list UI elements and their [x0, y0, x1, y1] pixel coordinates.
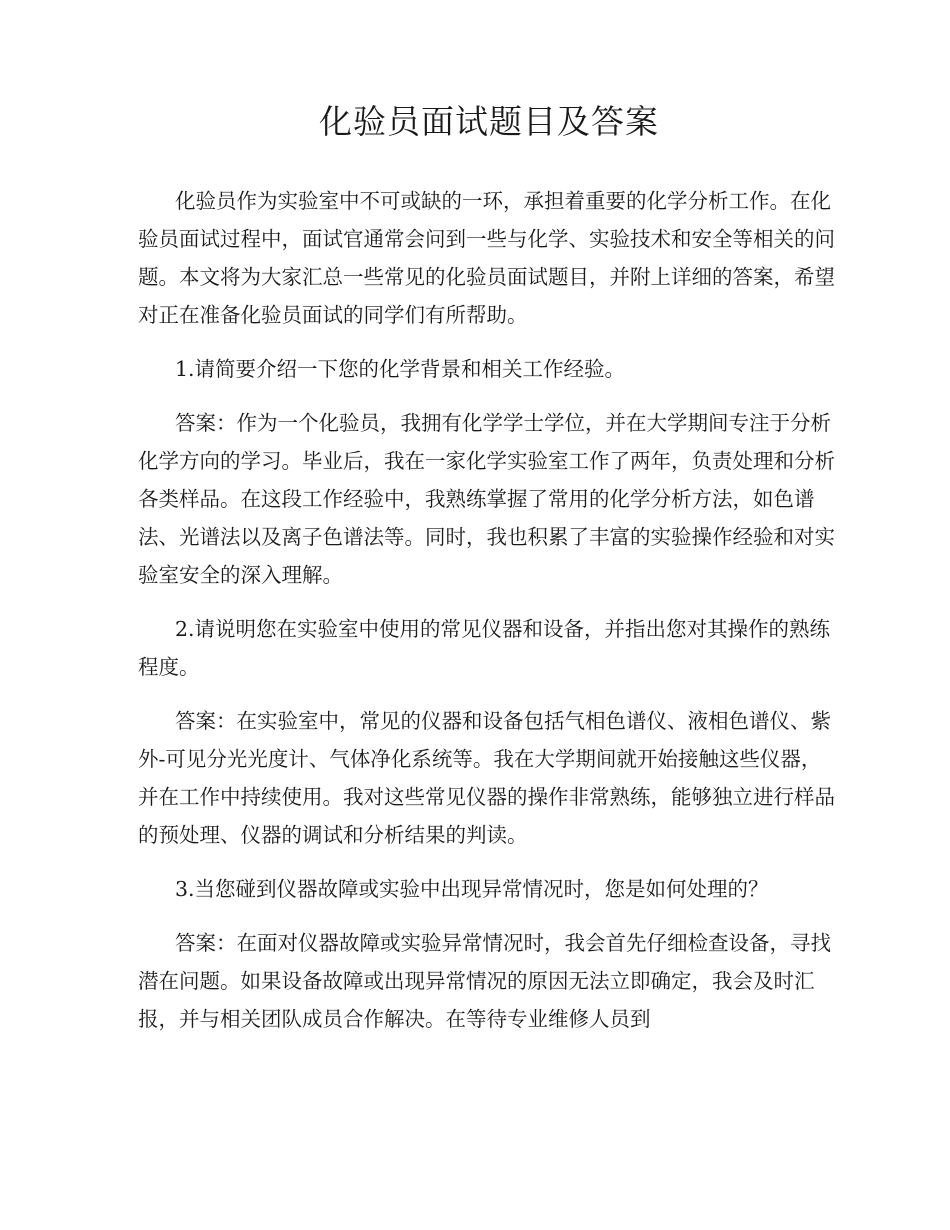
answer-2: 答案：在实验室中，常见的仪器和设备包括气相色谱仪、液相色谱仪、紫外-可见分光光度计、气体净化系统等。我在大学期间就开始接触这些仪器，并在工作中持续使用。我对这些常见仪器的操作非常熟练，能够独立进行样品的预处理、仪器的调试和分析结果的判读。: [138, 709, 835, 847]
intro-paragraph: 化验员作为实验室中不可或缺的一环，承担着重要的化学分析工作。在化验员面试过程中，面试官通常会问到一些与化学、实验技术和安全等相关的问题。本文将为大家汇总一些常见的化验员面试题目，并附上详细的答案，希望对正在准备化验员面试的同学们有所帮助。: [138, 189, 835, 327]
question-1: 1.请简要介绍一下您的化学背景和相关工作经验。: [175, 357, 626, 381]
question-3: 3.当您碰到仪器故障或实验中出现异常情况时，您是如何处理的？: [175, 877, 769, 901]
question-2: 2.请说明您在实验室中使用的常见仪器和设备，并指出您对其操作的熟练程度。: [138, 617, 831, 679]
page-title: 化验员面试题目及答案: [319, 102, 659, 141]
answer-3: 答案：在面对仪器故障或实验异常情况时，我会首先仔细检查设备，寻找潜在问题。如果设备故障或出现异常情况的原因无法立即确定，我会及时汇报，并与相关团队成员合作解决。在等待专业维修人员到: [138, 931, 831, 1031]
answer-1: 答案：作为一个化验员，我拥有化学学士学位，并在大学期间专注于分析化学方向的学习。毕业后，我在一家化学实验室工作了两年，负责处理和分析各类样品。在这段工作经验中，我熟练掌握了常用的化学分析方法，如色谱法、光谱法以及离子色谱法等。同时，我也积累了丰富的实验操作经验和对实验室安全的深入理解。: [138, 411, 835, 587]
